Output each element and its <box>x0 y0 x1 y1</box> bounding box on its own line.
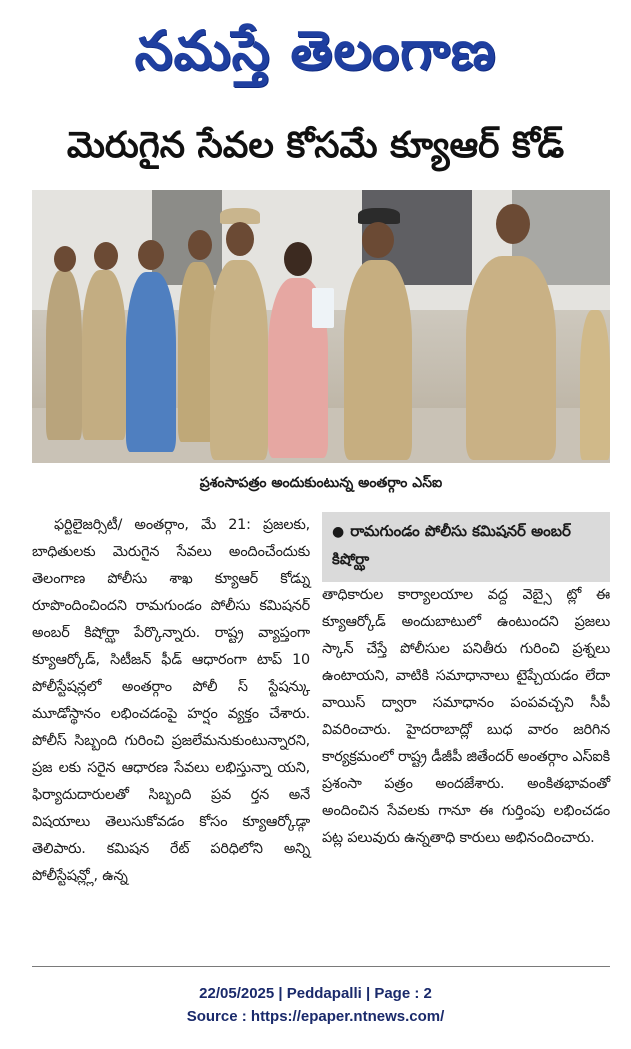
photo-person <box>312 288 334 328</box>
photo-person-head <box>226 222 254 256</box>
photo-caption: ప్రశంసాపత్రం అందుకుంటున్న అంతర్గాం ఎస్ఐ <box>199 475 443 491</box>
photo-person-head <box>54 246 76 272</box>
footer-divider <box>32 966 610 967</box>
article-body-right <box>322 582 610 852</box>
photo-person-head <box>496 204 530 244</box>
photo-person <box>580 310 610 460</box>
photo-person <box>126 272 176 452</box>
footer-date-edition: 22/05/2025 | Peddapalli | Page : 2 <box>199 985 432 1002</box>
masthead-title: నమస్తే తెలంగాణ <box>134 18 497 82</box>
bullet-icon: ● <box>332 524 345 540</box>
photo-person <box>46 270 82 440</box>
photo-person-head <box>94 242 118 270</box>
headline: మెరుగైన సేవల కోసమే క్యూఆర్ కోడ్ <box>66 125 565 166</box>
photo-person <box>82 270 126 440</box>
highlight-text: రామగుండం పోలీసు కమిషనర్ అంబర్ కిషోర్ఝా <box>332 522 571 568</box>
footer-source: Source : https://epaper.ntnews.com/ <box>186 1008 445 1025</box>
photo-person-head <box>138 240 164 270</box>
photo-person-head <box>284 242 312 276</box>
article-body-left <box>32 512 310 890</box>
article-paragraph: ఫర్టిలైజర్సిటీ/ అంతర్గాం, మే 21: ప్రజలకు, బాధితులకు మెరుగైన సేవలు అందించేందుకు తెలంగాణ పోలీసు శాఖ క్యూఆర్ కోడ్ను రూపొందించిందని రామగుండం పోలీసు కమిషనర్ అంబర్ కిషోర్ఝా పేర్కొన్నారు. రాష్ట్ర వ్యాప్తంగా క్యూఆర్కోడ్, సిటీజన్ ఫీడ్ ఆధారంగా టాప్ 10 పోలీస్టేషన్లలో అంతర్గాం పోలీ స్ స్టేషన్కు మూడోస్థానం లభించడంపై హర్షం వ్యక్తం చేశారు. పోలీస్ సిబ్బంది గురించి ప్రజలేమనుకుంటున్నారని, ప్రజ లకు సరైన ఆధారణ సేవలు లభిస్తున్నా యని, ఫిర్యాదుదారులతో సిబ్బంది ప్రవ ర్తన అనే విషయాలు తెలుసుకోవడం కోసం క్యూఆర్కోడ్గా తెలిపారు. కమిషన రేట్ పరిధిలోని అన్ని పోలీస్టేషన్ల్లో, ఉన్న <box>32 517 310 884</box>
photo-person <box>210 260 268 460</box>
photo-person <box>344 260 412 460</box>
article-paragraph: తాధికారుల కార్యాలయాల వద్ద వెబ్సై ట్లో ఈ క్యూఆర్కోడ్ అందుబాటులో ఉంటుందని ప్రజలు స్కాన్ చేస్తే పోలీసుల పనితీరు గురించి ప్రశ్నలు ఉంటాయని, వాటికి సమాధానాలు టైప్చేయడం లేదా వాయిస్ ద్వారా సమాధానం పంపవచ్చని సీపీ వివరించారు. హైదరాబాద్లో బుధ వారం జరిగిన కార్యక్రమంలో రాష్ట్ర డీజీపీ జితేందర్ అంతర్గాం ఎస్ఐకి ప్రశంసా పత్రం అందజేశారు. అంకితభావంతో అందించిన సేవలకు గానూ ఈ గుర్తింపు లభించడం పట్ల పలువురు ఉన్నతాధి కారులు అభినందించారు. <box>322 587 610 846</box>
highlight-box <box>322 512 610 582</box>
photo-person-head <box>188 230 212 260</box>
news-photo <box>32 190 610 463</box>
photo-person <box>466 256 556 460</box>
photo-person-head <box>362 222 394 258</box>
